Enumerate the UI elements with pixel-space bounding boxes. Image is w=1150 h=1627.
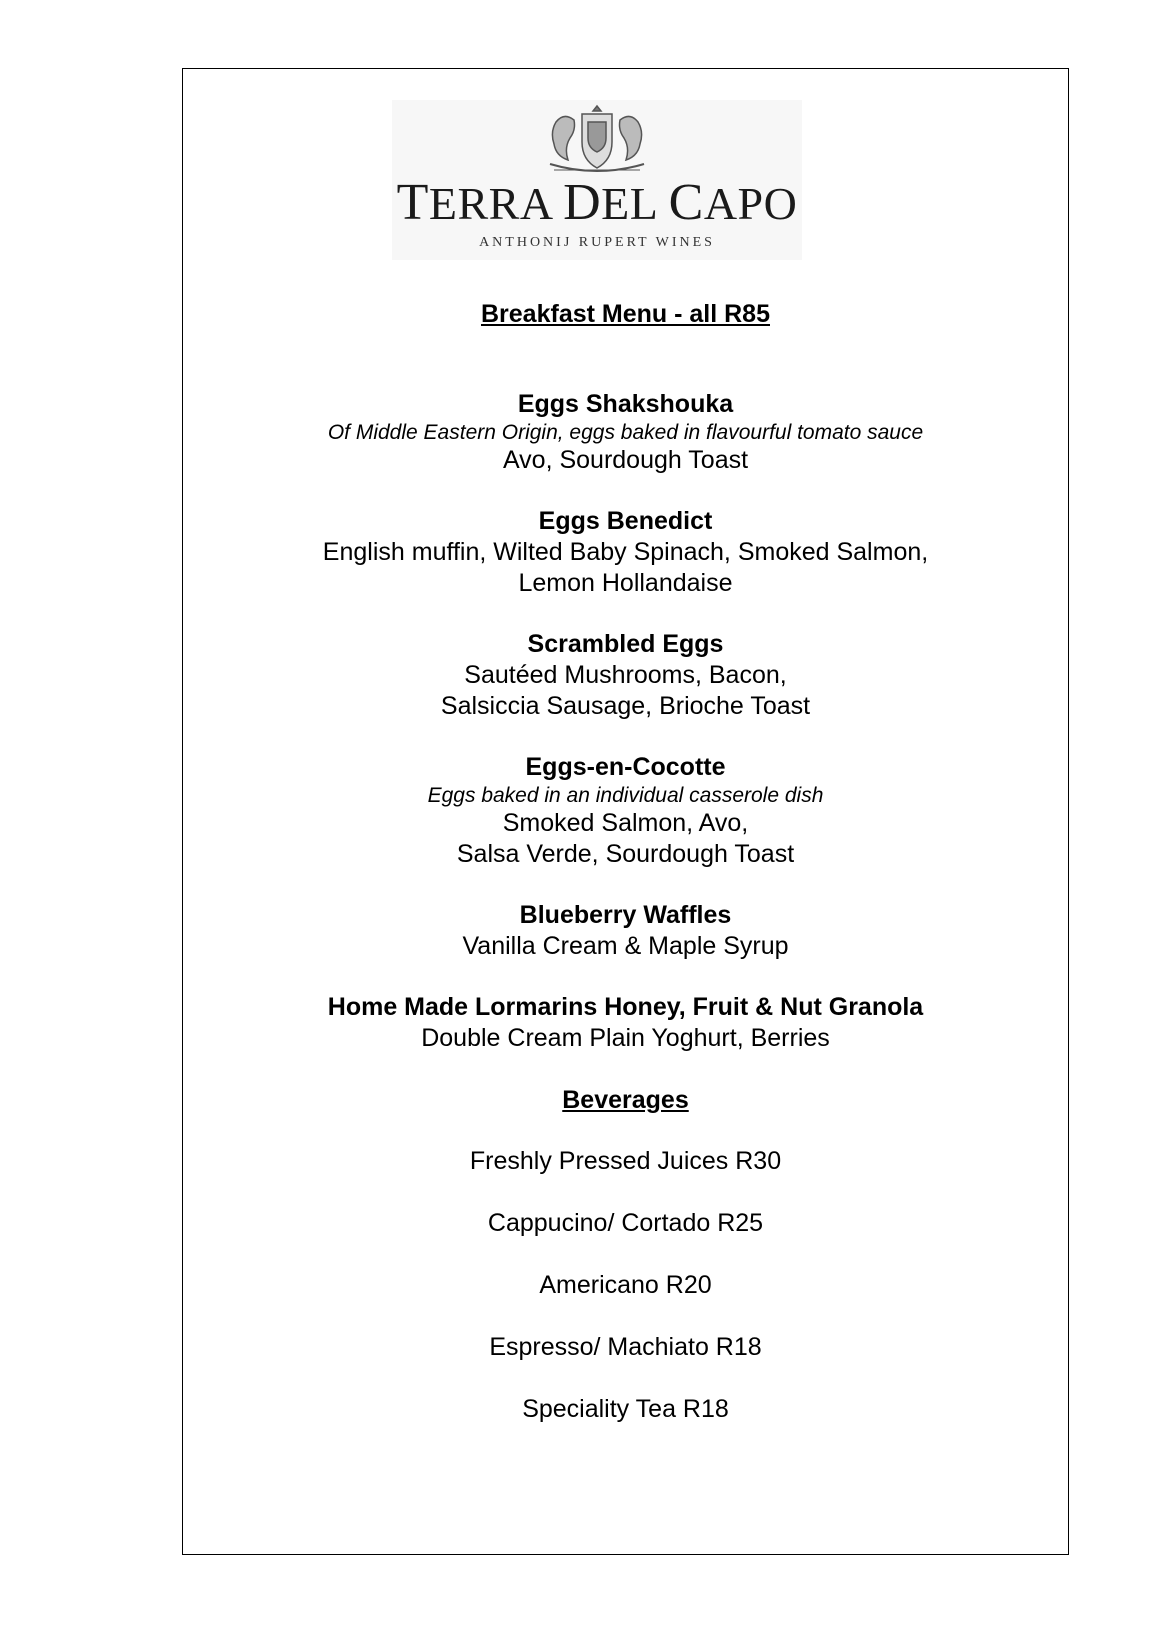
item-description: Of Middle Eastern Origin, eggs baked in flavourful tomato sauce [327,421,924,444]
item-line: Salsiccia Sausage, Brioche Toast [440,692,811,720]
item-title: Home Made Lormarins Honey, Fruit & Nut Granola [327,993,924,1021]
brand-logo [392,100,802,260]
item-line: Avo, Sourdough Toast [502,446,749,474]
item-line: Lemon Hollandaise [518,569,733,597]
beverage-item: Espresso/ Machiato R18 [489,1333,762,1361]
item-description: Eggs baked in an individual casserole dish [427,784,824,807]
item-title: Blueberry Waffles [519,901,732,929]
item-line: Double Cream Plain Yoghurt, Berries [421,1024,830,1052]
item-title: Eggs Shakshouka [517,390,734,418]
item-line: Smoked Salmon, Avo, [502,809,749,837]
item-line: Salsa Verde, Sourdough Toast [456,840,795,868]
beverage-item: Americano R20 [539,1271,712,1299]
brand-name: TERRA DEL CAPO [396,174,798,231]
item-title: Eggs Benedict [538,507,713,535]
item-title: Scrambled Eggs [527,630,724,658]
item-line: Vanilla Cream & Maple Syrup [462,932,789,960]
beverage-item: Speciality Tea R18 [522,1395,729,1423]
item-line: Sautéed Mushrooms, Bacon, [464,661,787,689]
item-line: English muffin, Wilted Baby Spinach, Smoked Salmon, [322,538,929,566]
beverage-item: Freshly Pressed Juices R30 [469,1147,782,1175]
menu-title: Breakfast Menu - all R85 [481,300,770,328]
item-title: Eggs-en-Cocotte [525,753,726,781]
beverage-item: Cappucino/ Cortado R25 [487,1209,764,1237]
brand-tagline: ANTHONIJ RUPERT WINES [479,235,715,250]
beverages-title: Beverages [562,1086,689,1114]
crest-icon [542,102,652,178]
